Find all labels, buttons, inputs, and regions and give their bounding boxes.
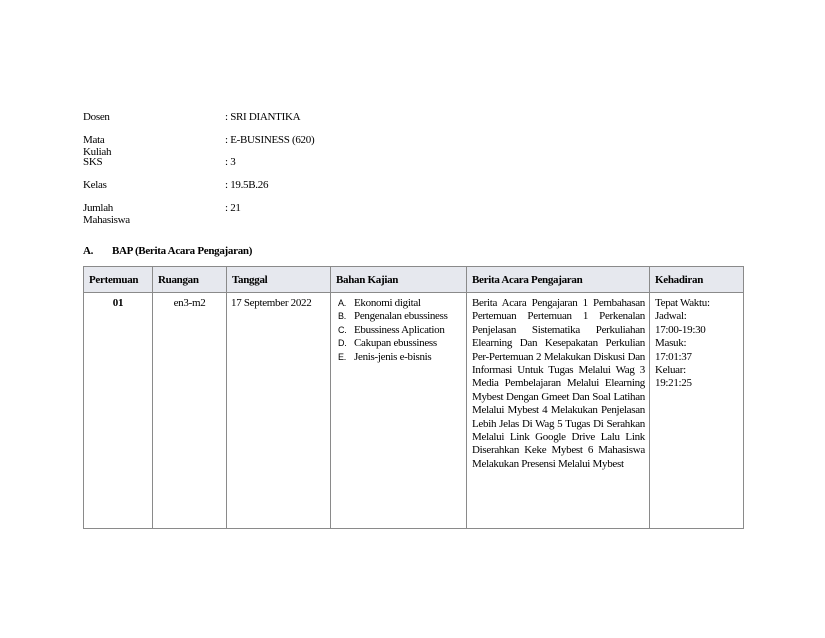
cell-bahan-kajian [331, 293, 467, 529]
info-label: Kelas [83, 179, 107, 192]
bahan-kajian-list [336, 297, 461, 364]
cell-ruangan: en3-m2 [153, 293, 227, 529]
cell-kehadiran [650, 293, 744, 529]
header-pertemuan: Pertemuan [84, 267, 153, 293]
info-label: Jumlah Mahasiswa [83, 201, 130, 226]
info-value: : 3 [225, 156, 236, 169]
list-text: Cakupan ebussiness [354, 337, 437, 350]
kehadiran-jadwal: 17:00-19:30 [655, 323, 706, 336]
section-number: A. [83, 245, 94, 257]
info-label: Dosen [83, 111, 110, 123]
section-title: BAP (Berita Acara Pengajaran) [112, 245, 253, 257]
header-ruangan: Ruangan [153, 267, 227, 293]
info-label: Mata Kuliah [83, 133, 112, 158]
table-header-row [84, 267, 744, 293]
kehadiran-masuk-label: Masuk: [655, 337, 687, 350]
list-marker: A. [338, 298, 346, 308]
list-text: Ekonomi digital [354, 297, 421, 309]
kehadiran-keluar: 19:21:25 [655, 377, 692, 390]
list-marker: D. [338, 338, 347, 349]
list-item [336, 324, 461, 337]
list-item [336, 337, 461, 350]
header-tanggal: Tanggal [227, 267, 331, 293]
cell-tanggal: 17 September 2022 [227, 293, 331, 529]
header-bahan-kajian: Bahan Kajian [331, 267, 467, 293]
list-item [336, 351, 461, 364]
kehadiran-jadwal-label: Jadwal: [655, 310, 687, 323]
list-marker: B. [338, 311, 346, 322]
header-kehadiran: Kehadiran [650, 267, 744, 293]
info-value: : SRI DIANTIKA [225, 111, 301, 123]
kehadiran-masuk: 17:01:37 [655, 350, 692, 363]
kehadiran-keluar-label: Keluar: [655, 364, 686, 377]
list-text: Pengenalan ebussiness [354, 310, 448, 323]
info-value: : E-BUSINESS (620) [225, 133, 315, 146]
kehadiran-status: Tepat Waktu: [655, 297, 710, 309]
table-row [84, 293, 744, 529]
info-value: : 21 [225, 201, 241, 214]
list-item [336, 310, 461, 323]
info-label: SKS [83, 156, 103, 169]
bap-table [83, 266, 744, 529]
section-heading [83, 245, 252, 257]
list-marker: E. [338, 351, 346, 362]
info-value: : 19.5B.26 [225, 179, 269, 192]
list-item [336, 297, 461, 310]
cell-pertemuan: 01 [84, 293, 153, 529]
list-text: Jenis-jenis e-bisnis [354, 350, 432, 363]
cell-berita-acara: Berita Acara Pengajaran 1 Pembahasan Pertemuan Pertemuan 1 Perkenalan Penjelasan Sistematika Perkuliahan Elearning Dan Kesepakatan Perkulian Per-Pertemuan 2 Melakukan Diskusi Dan Informasi Untuk Tugas Melalui Wag 3 Media Pembelajaran Melalui Elearning Mybest Dengan Gmeet Dan Soal Latihan Melalui Mybest 4 Melakukan Penjelasan Lebih Jelas Di Wag 5 Tugas Di Serahkan Melalui Link Google Drive Lalu Link Diserahkan Keke Mybest 6 Mahasiswa Melakukan Presensi Melalui Mybest [467, 293, 650, 529]
header-berita-acara: Berita Acara Pengajaran [467, 267, 650, 293]
list-text: Ebussiness Aplication [354, 323, 445, 336]
list-marker: C. [338, 324, 347, 335]
